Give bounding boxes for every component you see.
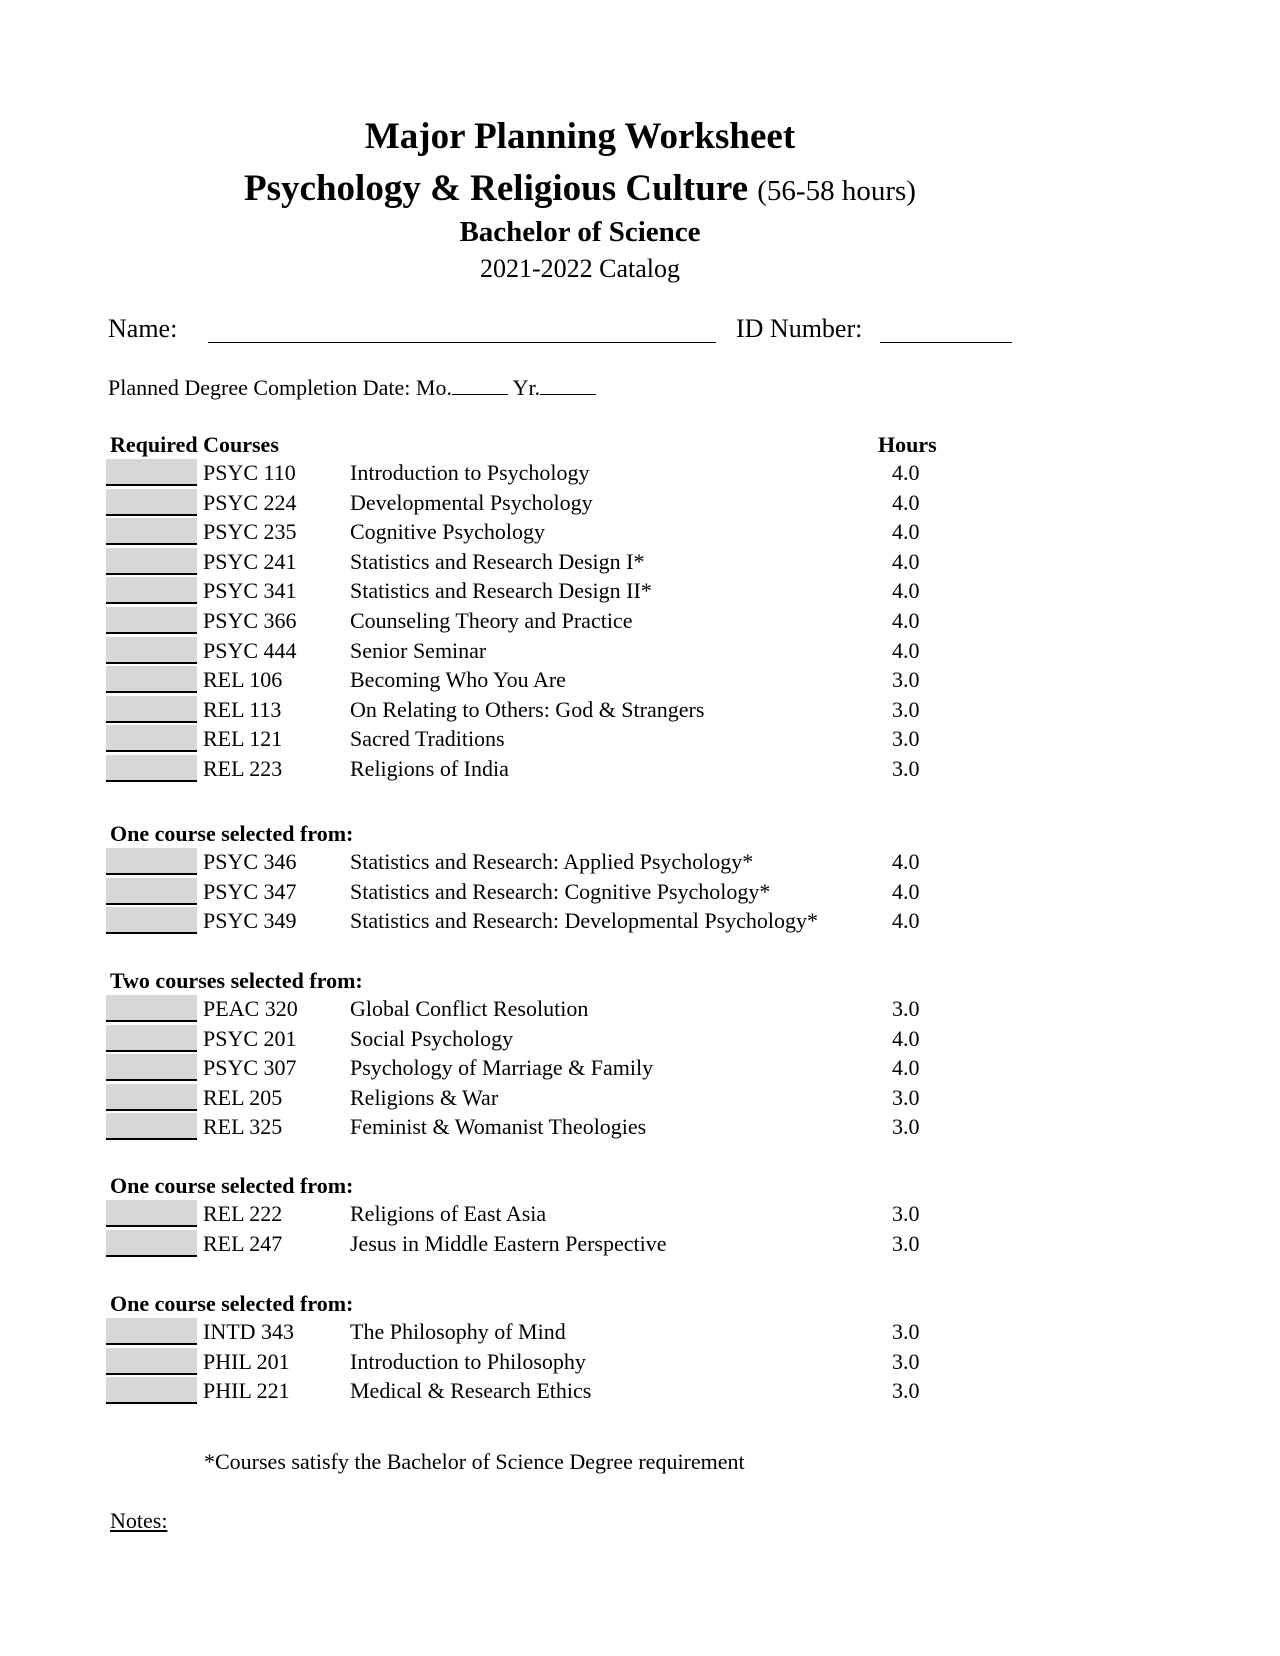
course-row	[0, 576, 1000, 605]
course-grade-box[interactable]	[106, 607, 197, 634]
notes-label: Notes:	[110, 1508, 168, 1533]
course-row	[0, 877, 1000, 906]
course-code: REL 205	[203, 1084, 283, 1110]
course-code: PSYC 241	[203, 548, 297, 574]
course-code: PSYC 347	[203, 878, 297, 904]
course-code: PHIL 201	[203, 1348, 290, 1374]
course-row	[0, 517, 1000, 546]
name-label: Name:	[108, 314, 178, 343]
course-code: PSYC 444	[203, 637, 297, 663]
name-input-line[interactable]	[208, 320, 716, 343]
course-title: Cognitive Psychology	[350, 519, 545, 545]
course-hours: 3.0	[892, 1319, 920, 1344]
course-hours: 3.0	[892, 1378, 920, 1404]
course-title: Statistics and Research: Applied Psychology*	[350, 849, 754, 874]
course-grade-box[interactable]	[106, 878, 197, 905]
course-title: Counseling Theory and Practice	[350, 608, 633, 633]
course-row	[0, 1347, 1000, 1376]
course-code: PSYC 201	[203, 1025, 297, 1051]
course-code: PSYC 349	[203, 908, 297, 934]
course-hours: 3.0	[892, 1114, 920, 1140]
course-row	[0, 1083, 1000, 1112]
course-grade-box[interactable]	[106, 459, 197, 486]
course-grade-box[interactable]	[106, 1200, 197, 1227]
course-row	[0, 1053, 1000, 1082]
course-title: Senior Seminar	[350, 637, 487, 663]
course-title: Jesus in Middle Eastern Perspective	[350, 1230, 667, 1256]
course-grade-box[interactable]	[106, 1348, 197, 1375]
course-row	[0, 754, 1000, 783]
course-hours: 4.0	[892, 489, 920, 515]
course-title: Statistics and Research Design I*	[350, 548, 645, 574]
course-code: INTD 343	[203, 1319, 295, 1344]
course-grade-box[interactable]	[106, 1113, 197, 1140]
footnote: *Courses satisfy the Bachelor of Science Degree requirement	[204, 1449, 745, 1474]
course-hours: 4.0	[892, 878, 920, 904]
course-row	[0, 636, 1000, 665]
course-hours: 4.0	[892, 578, 920, 604]
course-row	[0, 1376, 1000, 1405]
course-row	[0, 1024, 1000, 1053]
course-code: REL 247	[203, 1230, 283, 1256]
course-hours: 4.0	[892, 1055, 920, 1081]
completion-year-label: Yr.	[512, 375, 541, 400]
course-row	[0, 847, 1000, 876]
course-code: PHIL 221	[203, 1378, 290, 1404]
course-title: On Relating to Others: God & Strangers	[350, 696, 705, 722]
course-grade-box[interactable]	[106, 1318, 197, 1345]
course-title: The Philosophy of Mind	[350, 1319, 566, 1344]
course-code: PSYC 110	[203, 460, 296, 485]
course-grade-box[interactable]	[106, 907, 197, 934]
catalog-year: 2021-2022 Catalog	[479, 254, 681, 283]
course-hours: 3.0	[892, 1084, 920, 1110]
course-grade-box[interactable]	[106, 696, 197, 723]
course-row	[0, 1317, 1000, 1346]
course-hours: 3.0	[892, 996, 920, 1021]
course-grade-box[interactable]	[106, 725, 197, 752]
course-code: PSYC 235	[203, 519, 297, 545]
course-code: PEAC 320	[203, 996, 298, 1021]
course-hours: 4.0	[892, 849, 920, 874]
course-hours: 3.0	[892, 1201, 920, 1226]
course-row	[0, 547, 1000, 576]
course-grade-box[interactable]	[106, 848, 197, 875]
course-code: PSYC 307	[203, 1055, 297, 1081]
course-hours: 3.0	[892, 1230, 920, 1256]
page-title: Major Planning Worksheet	[364, 116, 796, 157]
hours-column-heading: Hours	[878, 432, 937, 457]
course-code: REL 325	[203, 1114, 283, 1140]
course-code: PSYC 346	[203, 849, 297, 874]
course-hours: 4.0	[892, 519, 920, 545]
course-title: Medical & Research Ethics	[350, 1378, 592, 1404]
course-title: Religions of India	[350, 756, 509, 781]
course-grade-box[interactable]	[106, 637, 197, 664]
program-title	[0, 167, 1160, 210]
course-title: Becoming Who You Are	[350, 667, 566, 693]
course-title: Statistics and Research: Cognitive Psychology*	[350, 878, 771, 904]
course-grade-box[interactable]	[106, 1084, 197, 1111]
section-heading: Required Courses	[110, 432, 279, 457]
course-row	[0, 665, 1000, 694]
course-grade-box[interactable]	[106, 577, 197, 604]
course-hours: 3.0	[892, 726, 920, 752]
course-title: Social Psychology	[350, 1025, 514, 1051]
course-row	[0, 458, 1000, 487]
course-grade-box[interactable]	[106, 518, 197, 545]
course-code: REL 113	[203, 696, 282, 722]
course-row	[0, 906, 1000, 935]
course-grade-box[interactable]	[106, 1025, 197, 1052]
course-grade-box[interactable]	[106, 1054, 197, 1081]
course-hours: 4.0	[892, 608, 920, 633]
course-code: PSYC 366	[203, 608, 297, 633]
course-code: PSYC 341	[203, 578, 297, 604]
program-name: Psychology & Religious Culture	[244, 168, 749, 209]
course-hours: 4.0	[892, 460, 920, 485]
course-title: Psychology of Marriage & Family	[350, 1055, 654, 1081]
course-row	[0, 1229, 1000, 1258]
course-code: REL 222	[203, 1201, 283, 1226]
course-hours: 3.0	[892, 667, 920, 693]
course-row	[0, 1199, 1000, 1228]
course-grade-box[interactable]	[106, 548, 197, 575]
course-grade-box[interactable]	[106, 1377, 197, 1404]
course-code: REL 106	[203, 667, 283, 693]
course-row	[0, 1112, 1000, 1141]
course-title: Statistics and Research: Developmental Psychology*	[350, 908, 819, 934]
course-hours: 4.0	[892, 637, 920, 663]
course-title: Developmental Psychology	[350, 489, 593, 515]
section-heading: One course selected from:	[110, 1173, 354, 1198]
id-number-label: ID Number:	[736, 314, 863, 343]
course-hours: 4.0	[892, 548, 920, 574]
course-code: PSYC 224	[203, 489, 297, 515]
course-hours: 3.0	[892, 1348, 920, 1374]
course-hours: 4.0	[892, 908, 920, 934]
section-heading: One course selected from:	[110, 1291, 354, 1316]
course-row	[0, 994, 1000, 1023]
course-row	[0, 695, 1000, 724]
course-row	[0, 488, 1000, 517]
completion-date-row	[108, 375, 596, 401]
name-field-row	[108, 314, 177, 344]
section-heading: Two courses selected from:	[110, 968, 363, 993]
course-row	[0, 724, 1000, 753]
course-grade-box[interactable]	[106, 995, 197, 1022]
program-hours: (56-58 hours)	[757, 175, 916, 207]
course-row	[0, 606, 1000, 635]
course-title: Sacred Traditions	[350, 726, 505, 752]
course-title: Religions & War	[350, 1084, 499, 1110]
course-grade-box[interactable]	[106, 1230, 197, 1257]
course-title: Statistics and Research Design II*	[350, 578, 652, 604]
course-title: Introduction to Philosophy	[350, 1348, 586, 1374]
course-title: Introduction to Psychology	[350, 460, 590, 485]
section-heading: One course selected from:	[110, 821, 354, 846]
completion-date-label: Planned Degree Completion Date: Mo.	[108, 375, 452, 400]
course-grade-box[interactable]	[106, 489, 197, 516]
course-grade-box[interactable]	[106, 755, 197, 782]
completion-month-input-line[interactable]	[452, 376, 508, 395]
course-hours: 4.0	[892, 1025, 920, 1051]
id-field-row	[736, 314, 862, 344]
course-title: Religions of East Asia	[350, 1201, 547, 1226]
course-grade-box[interactable]	[106, 666, 197, 693]
course-hours: 3.0	[892, 696, 920, 722]
course-title: Feminist & Womanist Theologies	[350, 1114, 647, 1140]
course-code: REL 121	[203, 726, 283, 752]
course-hours: 3.0	[892, 756, 920, 781]
completion-year-input-line[interactable]	[540, 376, 596, 395]
course-code: REL 223	[203, 756, 283, 781]
degree-title: Bachelor of Science	[459, 216, 701, 248]
course-title: Global Conflict Resolution	[350, 996, 589, 1021]
id-number-input-line[interactable]	[880, 320, 1012, 343]
